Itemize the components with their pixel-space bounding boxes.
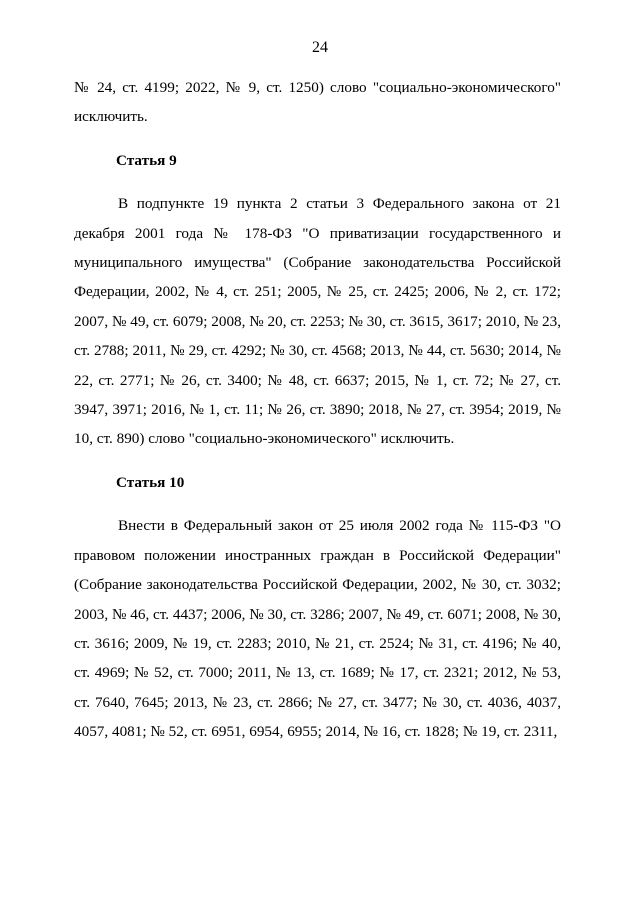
page-number: 24 bbox=[312, 39, 328, 56]
document-body bbox=[74, 73, 561, 747]
paragraph-article-10: Внести в Федеральный закон от 25 июля 2002 года № 115-ФЗ "О правовом положении иностранных граждан в Российской Федерации" (Собрание законодательства Российской Федерации, 2002, № 30, ст. 3032; 2003, № 46, ст. 4437; 2006, № 30, ст. 3286; 2007, № 49, ст. 6071; 2008, № 30, ст. 3616; 2009, № 19, ст. 2283; 2010, № 21, ст. 2524; № 31, ст. 4196; № 40, ст. 4969; № 52, ст. 7000; 2011, № 13, ст. 1689; № 17, ст. 2321; 2012, № 53, ст. 7640, 7645; 2013, № 23, ст. 2866; № 27, ст. 3477; № 30, ст. 4036, 4037, 4057, 4081; № 52, ст. 6951, 6954, 6955; 2014, № 16, ст. 1828; № 19, ст. 2311, bbox=[74, 517, 562, 741]
article-heading-10: Статья 10 bbox=[116, 473, 185, 491]
paragraph-article-9: В подпункте 19 пункта 2 статьи 3 Федерального закона от 21 декабря 2001 года № 178-ФЗ "О приватизации государственного и муниципального имущества" (Собрание законодательства Российской Федерации, 2002, № 4, ст. 251; 2005, № 25, ст. 2425; 2006, № 2, ст. 172; 2007, № 49, ст. 6079; 2008, № 20, ст. 2253; № 30, ст. 3615, 3617; 2010, № 23, ст. 2788; 2011, № 29, ст. 4292; № 30, ст. 4568; 2013, № 44, ст. 5630; 2014, № 22, ст. 2771; № 26, ст. 3400; № 48, ст. 6637; 2015, № 1, ст. 72; № 27, ст. 3947, 3971; 2016, № 1, ст. 11; № 26, ст. 3890; 2018, № 27, ст. 3954; 2019, № 10, ст. 890) слово "социально-экономического" исключить. bbox=[74, 195, 562, 448]
paragraph-continuation: № 24, ст. 4199; 2022, № 9, ст. 1250) слово "социально-экономического" исключить. bbox=[74, 79, 561, 126]
article-heading-9: Статья 9 bbox=[116, 151, 177, 169]
